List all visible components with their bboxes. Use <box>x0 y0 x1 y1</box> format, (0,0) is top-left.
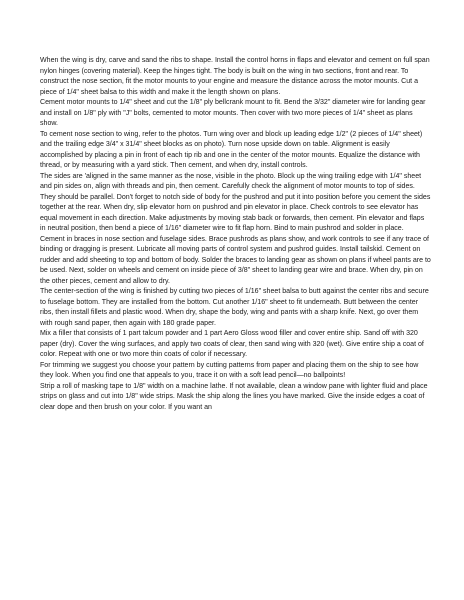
document-body <box>40 56 431 413</box>
paragraph-2: Cement motor mounts to 1/4" sheet and cut the 1/8" ply bellcrank mount to fit. Bend the 3/32" diameter wire for landing gear and install on 1/8" ply with "J" bolts, cemented to motor mounts. Then cover with two more pieces of 1/4" sheet as plans show. <box>40 99 426 127</box>
paragraph-7: Mix a filler that consists of 1 part talcum powder and 1 part Aero Gloss wood filler and cover entire ship. Sand off with 320 paper (dry). Cover the wing surfaces, and apply two coats of clear, then sand wing with 320 (wet). Give entire ship a coat of color. Repeat with one or two more thin coats of color if necessary. <box>40 330 424 358</box>
paragraph-6: The center-section of the wing is finished by cutting two pieces of 1/16" sheet balsa to butt against the center ribs and secure to fuselage bottom. They are installed from the bottom. Cut another 1/16" sheet to fit underneath. Butt between the center ribs, then install fillets and plastic wood. When dry, shape the body, wing and pants with a sharp knife. Next, go over them with rough sand paper, then again with 180 grade paper. <box>40 288 429 327</box>
paragraph-5: Cement in braces in nose section and fuselage sides. Brace pushrods as plans show, and work controls to see if any trace of binding or dragging is present. Lubricate all moving parts of control system and pushrod guides. Install tailskid. Cement on rudder and add sheeting to top and bottom of body. Solder the braces to landing gear as shown on plans if wheel pants are to be used. Next, solder on wheels and cement on inside piece of 3/8" sheet to landing gear wire and brace. When dry, pin on the other pieces, cement and allow to dry. <box>40 235 431 285</box>
paragraph-4: The sides are 'aligned in the same manner as the nose, visible in the photo. Block up the wing trailing edge with 1/4" sheet and pin sides on, align with threads and pin, then cement. Carefully check the alignment of motor mounts to top of sides. They should be parallel. Don't forget to notch side of body for the pushrod and put it into position before you cement the sides together at the rear. When dry, slip elevator horn on pushrod and pin elevator in place. Check controls to see elevator has equal movement in each direction. Make adjustments by moving stab back or forwards, then cement. Pin elevator and flaps in neutral position, then bend a piece of 1/16" diameter wire to fit flap horn. Bind to main pushrod and solder in place. <box>40 172 431 232</box>
paragraph-9: Strip a roll of masking tape to 1/8" width on a machine lathe. If not available, clean a window pane with lighter fluid and place strips on glass and cut into 1/8" wide strips. Mask the ship along the lines you have marked. Give the inside edges a coat of clear dope and then brush on your color. If you want an <box>40 382 428 411</box>
paragraph-8: For trimming we suggest you choose your pattern by cutting patterns from paper and placing them on the ship to see how they look. When you find one that appeals to you, trace it on with a soft lead pencil—no ballpoints! <box>40 361 419 379</box>
paragraph-3: To cement nose section to wing, refer to the photos. Turn wing over and block up leading edge 1/2" (2 pieces of 1/4" sheet) and the trailing edge 3/4" x 31/4" sheet blocks as on photo). Turn nose upside down on table. Alignment is easily accomplished by placing a pin in front of each tip rib and one in the center of the motor mounts. Equalize the distance with thread, or by measuring with a yard stick. Then cement, and when dry, install controls. <box>40 130 423 169</box>
paragraph-1: When the wing is dry, carve and sand the ribs to shape. Install the control horns in flaps and elevator and cement on full span nylon hinges (covering material). Keep the hinges tight. The body is built on the wing in two sections, front and rear. To construct the nose section, fit the motor mounts to your engine and measure the distance across the motor mounts. Cut a piece of 1/4" sheet balsa to this width and make it the length shown on plans. <box>40 57 430 96</box>
